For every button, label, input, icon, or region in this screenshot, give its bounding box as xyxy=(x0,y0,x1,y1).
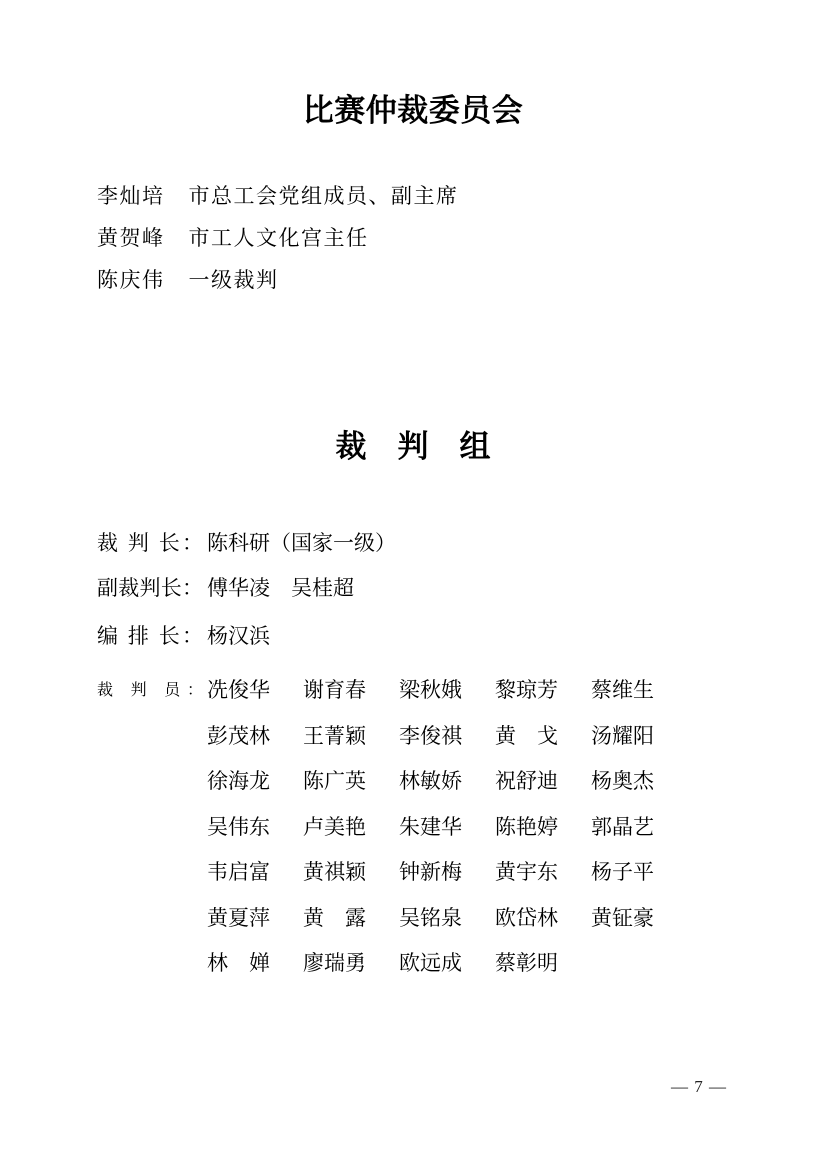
referee-name: 黄夏萍 xyxy=(207,905,270,930)
member-title: 一级裁判 xyxy=(188,268,279,292)
member-title: 市工人文化宫主任 xyxy=(188,226,369,250)
role-value: 陈科研（国家一级） xyxy=(207,531,396,555)
referee-name: 钟新梅 xyxy=(399,860,462,884)
referee-name: 黄祺颖 xyxy=(303,860,366,884)
referee-name: 郭晶艺 xyxy=(591,814,654,839)
role-value: 杨汉浜 xyxy=(207,624,270,648)
referee-name: 韦启富 xyxy=(207,860,270,884)
referee-name: 杨子平 xyxy=(591,860,654,884)
referee-name: 卢美艳 xyxy=(303,814,366,839)
referee-name: 王菁颖 xyxy=(303,723,366,748)
referees-label: 裁 判 员： xyxy=(97,682,203,699)
role-label: 裁 判 长： xyxy=(97,531,203,555)
referee-name: 黄 戈 xyxy=(495,723,558,748)
referee-row xyxy=(207,714,654,760)
role-line-chief-referee xyxy=(97,531,396,556)
committee-member-row xyxy=(97,259,459,301)
referee-name: 林敏娇 xyxy=(399,769,462,793)
referee-name: 欧岱林 xyxy=(495,905,558,930)
referee-name: 汤耀阳 xyxy=(591,723,654,748)
referee-row xyxy=(207,941,654,987)
referee-name: 杨奥杰 xyxy=(591,769,654,793)
referee-name: 梁秋娥 xyxy=(399,678,462,702)
role-line-arrangement-chief xyxy=(97,624,270,649)
referee-name: 祝舒迪 xyxy=(495,769,558,793)
committee-member-row xyxy=(97,175,459,217)
referee-row xyxy=(207,896,654,942)
referee-name: 欧远成 xyxy=(399,951,462,975)
referee-name-rows xyxy=(207,668,654,987)
referee-row xyxy=(207,759,654,805)
referee-name: 吴伟东 xyxy=(207,814,270,839)
referee-row xyxy=(207,668,654,714)
committee-member-row xyxy=(97,217,459,259)
role-label: 副裁判长： xyxy=(97,576,203,600)
document-title: 比赛仲裁委员会 xyxy=(302,93,524,128)
referee-name: 朱建华 xyxy=(399,814,462,839)
referee-name: 徐海龙 xyxy=(207,769,270,793)
referee-name: 黄宇东 xyxy=(495,860,558,884)
member-name: 李灿培 xyxy=(97,184,165,208)
referee-name: 陈艳婷 xyxy=(495,814,558,839)
role-line-deputy-chief-referee xyxy=(97,576,354,601)
referee-name: 黎琼芳 xyxy=(495,678,558,702)
member-name: 黄贺峰 xyxy=(97,226,165,250)
role-label: 编 排 长： xyxy=(97,624,203,648)
committee-member-list xyxy=(97,175,459,301)
referee-name: 廖瑞勇 xyxy=(303,951,366,975)
referee-row xyxy=(207,850,654,896)
referee-name: 冼俊华 xyxy=(207,678,270,702)
referees-block xyxy=(97,668,654,987)
referee-name: 林 婵 xyxy=(207,951,270,975)
referee-name: 李俊祺 xyxy=(399,723,462,748)
referee-name: 蔡维生 xyxy=(591,678,654,702)
page-number: — 7 — xyxy=(671,1077,727,1096)
referee-name: 黄钲豪 xyxy=(591,905,654,930)
referee-name: 吴铭泉 xyxy=(399,905,462,930)
referee-name: 谢育春 xyxy=(303,678,366,702)
referee-name: 陈广英 xyxy=(303,769,366,793)
member-name: 陈庆伟 xyxy=(97,268,165,292)
referee-name: 黄 露 xyxy=(303,905,366,930)
role-value: 傅华凌 吴桂超 xyxy=(207,576,354,600)
referee-name: 蔡彰明 xyxy=(495,951,558,975)
referee-name: 彭茂林 xyxy=(207,723,270,748)
member-title: 市总工会党组成员、副主席 xyxy=(188,184,459,208)
section-title-referee-group: 裁 判 组 xyxy=(335,429,491,464)
referee-row xyxy=(207,805,654,851)
